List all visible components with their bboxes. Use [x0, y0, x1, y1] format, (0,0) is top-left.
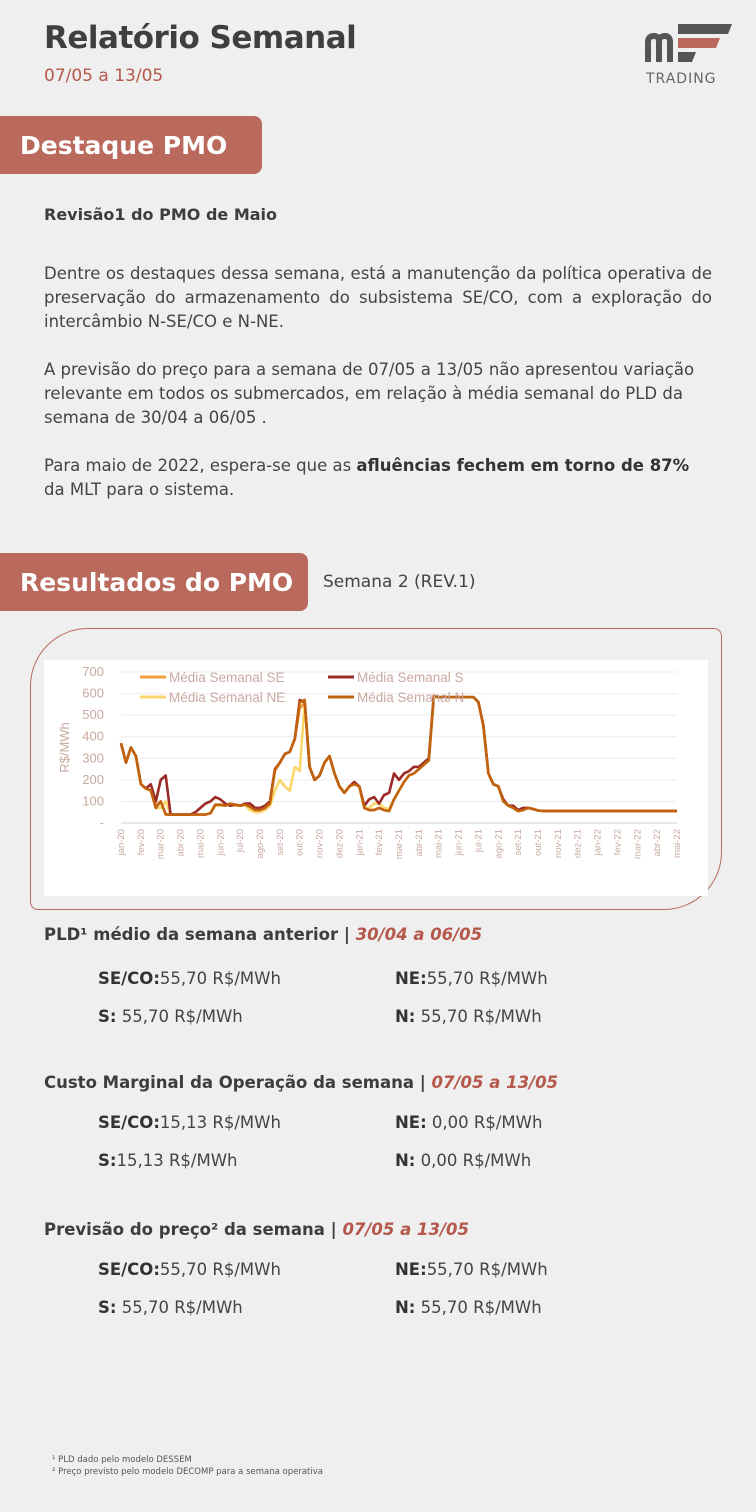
- x-tick-label: set-20: [274, 829, 286, 856]
- forecast-s: [98, 1298, 243, 1317]
- x-tick-label: mar-21: [394, 829, 405, 860]
- x-tick-label: ago-21: [493, 829, 505, 859]
- value-label: NE:: [395, 1113, 427, 1132]
- series-line: [121, 696, 677, 815]
- x-tick-label: out-20: [294, 829, 306, 856]
- x-tick-label: mai-21: [433, 829, 445, 859]
- value-text: 55,70 R$/MWh: [116, 1298, 243, 1317]
- paragraph-1: Dentre os destaques dessa semana, está a manutenção da política operativa de preservação do armazenamento do subsistema SE/CO, com a exploração do intercâmbio N-SE/CO e N-NE.: [44, 264, 712, 331]
- legend-label: Média Semanal SE: [169, 670, 285, 685]
- value-label: SE/CO:: [98, 1113, 160, 1132]
- y-tick-label: 700: [82, 664, 104, 679]
- x-tick-label: abr-22: [652, 829, 664, 857]
- title-separator: |: [343, 925, 350, 944]
- value-text: 15,13 R$/MWh: [116, 1151, 238, 1170]
- value-text: 55,70 R$/MWh: [159, 1260, 281, 1279]
- x-tick-label: jan-21: [354, 829, 366, 856]
- value-label: SE/CO:: [98, 969, 160, 988]
- forecast-n: [395, 1298, 542, 1317]
- x-tick-label: mar-22: [632, 829, 644, 860]
- revision-title: Revisão1 do PMO de Maio: [44, 205, 278, 224]
- value-text: 15,13 R$/MWh: [159, 1113, 281, 1132]
- pld-n: [395, 1007, 542, 1026]
- paragraph-3-highlight: afluências fechem em torno de 87%: [356, 456, 690, 475]
- y-axis-label: R$/MWh: [57, 722, 72, 773]
- legend-label: Média Semanal NE: [169, 690, 286, 705]
- x-tick-label: jan-20: [116, 829, 127, 856]
- y-tick-label: 500: [82, 707, 104, 723]
- pld-s: [98, 1007, 243, 1026]
- x-tick-label: dez-21: [572, 829, 584, 859]
- paragraph-3-start: Para maio de 2022, espera-se que as: [44, 456, 357, 475]
- footnote-2: ² Preço previsto pelo modelo DECOMP para a semana operativa: [52, 1467, 323, 1477]
- value-text: 55,70 R$/MWh: [116, 1007, 243, 1026]
- price-chart: [44, 660, 708, 896]
- cmo-s: [98, 1151, 238, 1170]
- cmo-title-text: Custo Marginal da Operação da semana: [44, 1073, 414, 1092]
- title-separator: |: [330, 1220, 337, 1239]
- cmo-ne: [395, 1113, 542, 1132]
- pld-title-range: 30/04 a 06/05: [355, 925, 483, 944]
- x-tick-label: nov-21: [552, 829, 564, 859]
- value-label: N:: [395, 1151, 416, 1170]
- cmo-n: [395, 1151, 531, 1170]
- x-tick-label: ago-20: [255, 829, 266, 859]
- y-tick-label: 300: [82, 750, 104, 766]
- pld-section-title: [44, 925, 482, 944]
- x-tick-label: fev-21: [374, 829, 386, 856]
- legend-label: Média Semanal N: [357, 690, 465, 705]
- x-tick-label: mai-20: [195, 829, 207, 859]
- x-tick-label: jun-21: [453, 829, 465, 856]
- value-text: 55,70 R$/MWh: [426, 1260, 548, 1279]
- paragraph-3: [44, 454, 712, 502]
- y-tick-label: -: [99, 815, 104, 830]
- page-title: Relatório Semanal: [44, 20, 357, 56]
- paragraph-2: A previsão do preço para a semana de 07/05 a 13/05 não apresentou variação relevante em todos os submercados, em relação à média semanal do PLD da semana de 30/04 a 06/05 .: [44, 360, 695, 427]
- value-label: N:: [395, 1007, 416, 1026]
- y-tick-label: 400: [82, 728, 104, 744]
- pld-seco: [98, 969, 281, 988]
- y-tick-label: 100: [82, 793, 104, 809]
- series-line: [121, 696, 677, 815]
- x-tick-label: fev-22: [612, 829, 624, 856]
- x-tick-label: abr-21: [413, 829, 425, 857]
- pld-title-text: PLD¹ médio da semana anterior: [44, 925, 339, 944]
- value-label: S:: [98, 1007, 117, 1026]
- value-label: NE:: [395, 969, 427, 988]
- value-text: 55,70 R$/MWh: [159, 969, 281, 988]
- value-text: 55,70 R$/MWh: [426, 969, 548, 988]
- y-tick-label: 200: [82, 771, 104, 787]
- value-label: N:: [395, 1298, 416, 1317]
- logo-wordmark: TRADING: [646, 71, 717, 87]
- forecast-seco: [98, 1260, 281, 1279]
- section-heading-destaque: Destaque PMO: [0, 116, 262, 174]
- x-tick-label: dez-20: [334, 829, 346, 859]
- x-tick-label: jul-21: [473, 829, 485, 853]
- y-tick-label: 600: [82, 685, 104, 701]
- value-text: 0,00 R$/MWh: [426, 1113, 543, 1132]
- week-revision-label: Semana 2 (REV.1): [323, 572, 476, 592]
- value-label: SE/CO:: [98, 1260, 160, 1279]
- x-tick-label: jan-22: [592, 829, 604, 856]
- pld-ne: [395, 969, 548, 988]
- value-label: S:: [98, 1298, 117, 1317]
- forecast-title-text: Previsão do preço² da semana: [44, 1220, 325, 1239]
- x-tick-label: jul-20: [235, 829, 247, 853]
- value-text: 55,70 R$/MWh: [415, 1298, 542, 1317]
- legend-label: Média Semanal S: [357, 670, 464, 685]
- x-tick-label: mar-20: [155, 829, 167, 860]
- report-date-range: 07/05 a 13/05: [44, 66, 164, 86]
- value-label: S:: [98, 1151, 117, 1170]
- x-tick-label: fev-20: [135, 829, 147, 856]
- title-separator: |: [419, 1073, 426, 1092]
- x-tick-label: abr-20: [175, 829, 187, 857]
- x-tick-label: jun-20: [215, 829, 227, 856]
- value-text: 55,70 R$/MWh: [415, 1007, 542, 1026]
- footnote-1: ¹ PLD dado pelo modelo DESSEM: [52, 1455, 192, 1465]
- x-tick-label: nov-20: [314, 829, 326, 859]
- footnotes: [52, 1454, 323, 1478]
- cmo-title-range: 07/05 a 13/05: [431, 1073, 559, 1092]
- forecast-title-range: 07/05 a 13/05: [342, 1220, 469, 1239]
- x-tick-label: mai-22: [672, 829, 683, 859]
- forecast-ne: [395, 1260, 548, 1279]
- x-tick-label: out-21: [533, 829, 544, 856]
- x-tick-label: set-21: [513, 829, 525, 856]
- paragraph-3-end: da MLT para o sistema.: [44, 480, 235, 499]
- value-text: 0,00 R$/MWh: [415, 1151, 532, 1170]
- forecast-section-title: [44, 1220, 469, 1239]
- cmo-section-title: [44, 1073, 558, 1092]
- cmo-seco: [98, 1113, 281, 1132]
- section-heading-resultados: Resultados do PMO: [0, 553, 308, 611]
- value-label: NE:: [395, 1260, 427, 1279]
